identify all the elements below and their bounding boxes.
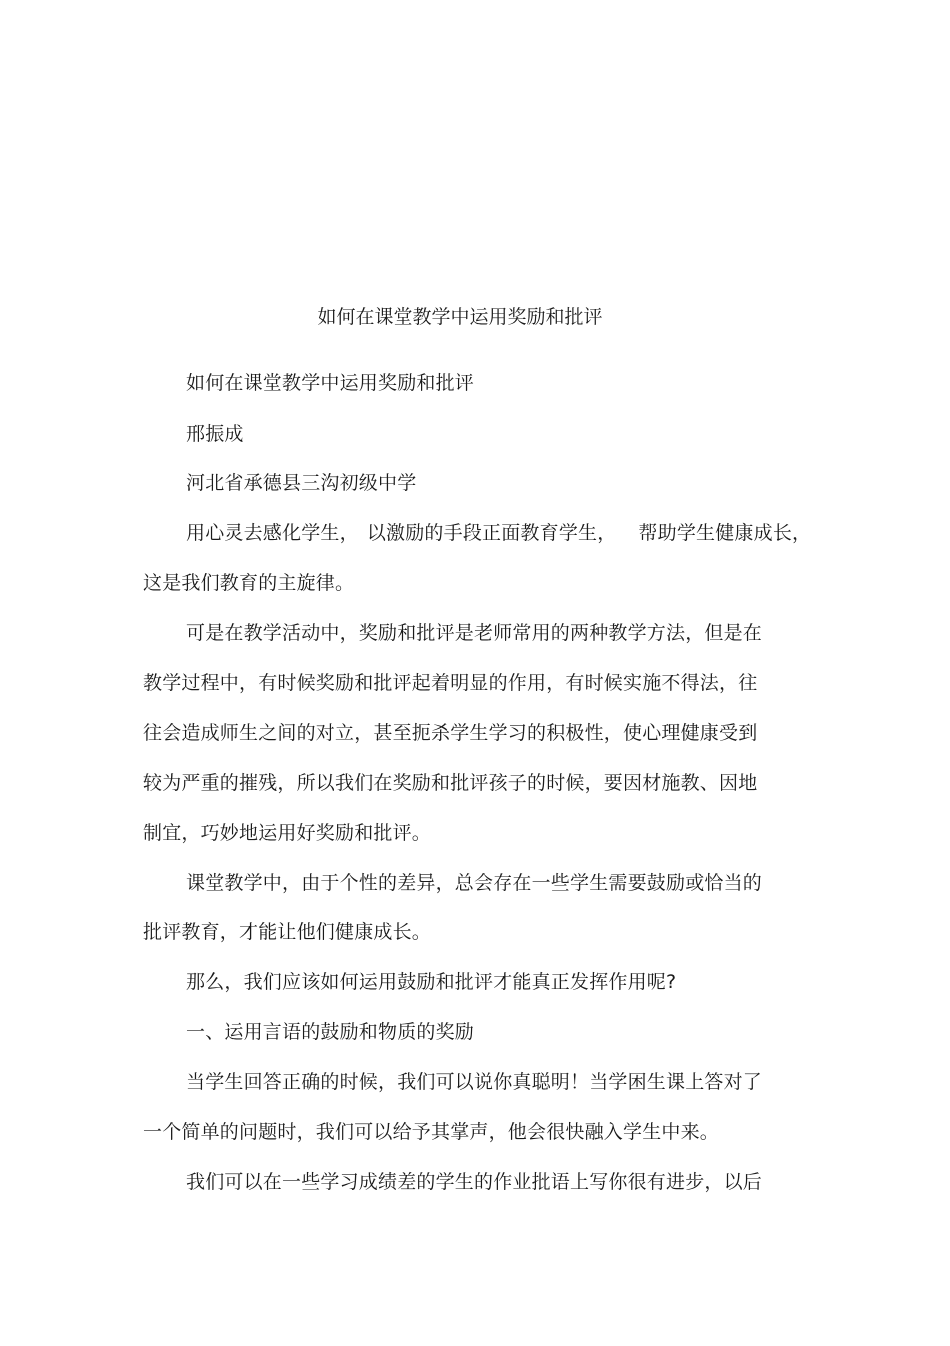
paragraph-2-line-4: 较为严重的摧残，所以我们在奖励和批评孩子的时候，要因材施教、因地 [143,772,758,794]
paragraph-6-line-1: 我们可以在一些学习成绩差的学生的作业批语上写你很有进步，以后 [186,1171,763,1193]
paragraph-1-segment-2: 以激励的手段正面教育学生， [366,522,617,544]
paragraph-5-line-1: 当学生回答正确的时候，我们可以说你真聪明！当学困生课上答对了 [186,1071,763,1093]
paragraph-3-line-2: 批评教育，才能让他们健康成长。 [143,921,432,943]
paragraph-2-line-3: 往会造成师生之间的对立，甚至扼杀学生学习的积极性，使心理健康受到 [143,722,758,744]
paragraph-1-line-1 [186,519,811,547]
paragraph-1-segment-1: 用心灵去感化学生， [186,522,359,544]
paragraph-2-line-1: 可是在教学活动中，奖励和批评是老师常用的两种教学方法，但是在 [186,622,763,644]
paragraph-4: 那么，我们应该如何运用鼓励和批评才能真正发挥作用呢? [186,971,677,993]
document-title: 如何在课堂教学中运用奖励和批评 [317,306,603,328]
paragraph-2-line-5: 制宜，巧妙地运用好奖励和批评。 [143,822,432,844]
paragraph-1-segment-3: 帮助学生健康成长， [638,522,812,544]
paragraph-1-line-2: 这是我们教育的主旋律。 [143,572,355,594]
section-heading-1: 一、运用言语的鼓励和物质的奖励 [186,1021,475,1043]
affiliation: 河北省承德县三沟初级中学 [186,472,417,494]
subtitle: 如何在课堂教学中运用奖励和批评 [186,372,475,394]
paragraph-3-line-1: 课堂教学中，由于个性的差异，总会存在一些学生需要鼓励或恰当的 [186,872,763,894]
paragraph-5-line-2: 一个简单的问题时，我们可以给予其掌声，他会很快融入学生中来。 [143,1121,720,1143]
paragraph-2-line-2: 教学过程中，有时候奖励和批评起着明显的作用，有时候实施不得法，往 [143,672,758,694]
author: 邢振成 [186,423,244,445]
